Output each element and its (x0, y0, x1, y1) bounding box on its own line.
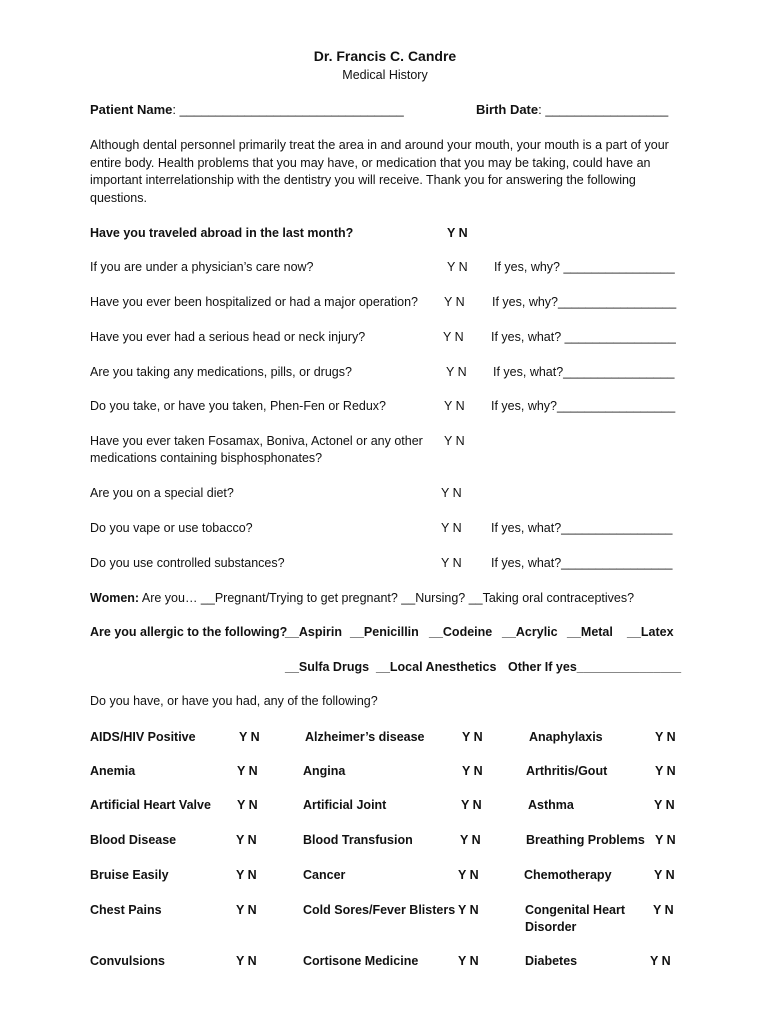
birth-date-line: : _________________ (538, 102, 669, 117)
question-0: Have you traveled abroad in the last month? (90, 226, 354, 240)
condition-yn[interactable]: Y N (655, 730, 676, 744)
patient-name-line: : _______________________________ (172, 102, 404, 117)
condition-label: Breathing Problems (526, 833, 645, 847)
condition-yn[interactable]: Y N (650, 954, 671, 968)
conditions-prompt: Do you have, or have you had, any of the following? (90, 694, 378, 708)
yn-5[interactable]: Y N (444, 399, 465, 413)
yn-6[interactable]: Y N (444, 434, 465, 448)
followup-3[interactable]: If yes, what? ________________ (491, 330, 676, 344)
condition-yn[interactable]: Y N (237, 798, 258, 812)
condition-label: Convulsions (90, 954, 166, 968)
followup-8[interactable]: If yes, what?________________ (491, 521, 673, 535)
condition-yn[interactable]: Y N (236, 954, 257, 968)
allergy-sulfa[interactable]: __Sulfa Drugs (285, 660, 370, 674)
yn-8[interactable]: Y N (441, 521, 462, 535)
condition-yn[interactable]: Y N (458, 903, 479, 917)
condition-label: Asthma (528, 798, 574, 812)
doctor-name: Dr. Francis C. Candre (313, 48, 457, 64)
birth-date-field[interactable] (476, 102, 668, 117)
question-7: Are you on a special diet? (90, 486, 234, 500)
allergy-other[interactable]: Other If yes_______________ (508, 660, 682, 674)
yn-9[interactable]: Y N (441, 556, 462, 570)
condition-yn[interactable]: Y N (655, 833, 676, 847)
question-1: If you are under a physician’s care now? (90, 260, 314, 274)
condition-yn[interactable]: Y N (654, 798, 675, 812)
condition-label: Artificial Heart Valve (90, 798, 211, 812)
women-options[interactable]: Are you… __Pregnant/Trying to get pregnant? __Nursing? __Taking oral contraceptives? (141, 591, 635, 605)
allergy-codeine[interactable]: __Codeine (429, 625, 493, 639)
patient-name-label: Patient Name (90, 102, 173, 117)
allergy-label: Are you allergic to the following? (90, 625, 288, 639)
allergy-metal[interactable]: __Metal (567, 625, 613, 639)
question-3: Have you ever had a serious head or neck injury? (90, 330, 366, 344)
condition-label: Chemotherapy (524, 868, 612, 882)
followup-5[interactable]: If yes, why?_________________ (491, 399, 676, 413)
condition-label: Diabetes (525, 954, 578, 968)
followup-9[interactable]: If yes, what?________________ (491, 556, 673, 570)
yn-4[interactable]: Y N (446, 365, 467, 379)
condition-label: Cortisone Medicine (303, 954, 419, 968)
condition-label: Blood Transfusion (303, 833, 413, 847)
yn-0[interactable]: Y N (447, 226, 468, 240)
followup-2[interactable]: If yes, why?_________________ (492, 295, 677, 309)
condition-yn[interactable]: Y N (236, 868, 257, 882)
question-6-line2: medications containing bisphosphonates? (90, 451, 323, 465)
condition-yn[interactable]: Y N (236, 903, 257, 917)
form-title: Medical History (342, 68, 428, 82)
question-4: Are you taking any medications, pills, or drugs? (90, 365, 352, 379)
condition-yn[interactable]: Y N (236, 833, 257, 847)
women-label: Women: (90, 591, 140, 605)
allergy-acrylic[interactable]: __Acrylic (502, 625, 558, 639)
condition-label: Alzheimer’s disease (305, 730, 425, 744)
condition-yn[interactable]: Y N (460, 833, 481, 847)
condition-label: Anemia (90, 764, 136, 778)
condition-label: Anaphylaxis (529, 730, 603, 744)
condition-yn[interactable]: Y N (461, 798, 482, 812)
question-9: Do you use controlled substances? (90, 556, 285, 570)
question-6: Have you ever taken Fosamax, Boniva, Actonel or any other (90, 434, 423, 448)
condition-label: Cold Sores/Fever Blisters (303, 903, 456, 917)
allergy-aspirin[interactable]: __Aspirin (285, 625, 342, 639)
followup-1[interactable]: If yes, why? ________________ (494, 260, 675, 274)
allergy-local-anesthetics[interactable]: __Local Anesthetics (376, 660, 497, 674)
condition-label: Chest Pains (90, 903, 162, 917)
yn-3[interactable]: Y N (443, 330, 464, 344)
women-question (90, 591, 634, 605)
condition-yn[interactable]: Y N (239, 730, 260, 744)
question-5: Do you take, or have you taken, Phen-Fen or Redux? (90, 399, 387, 413)
yn-2[interactable]: Y N (444, 295, 465, 309)
condition-yn[interactable]: Y N (462, 764, 483, 778)
condition-label: Blood Disease (90, 833, 177, 847)
question-2: Have you ever been hospitalized or had a major operation? (90, 295, 418, 309)
condition-label: Angina (303, 764, 346, 778)
allergy-penicillin[interactable]: __Penicillin (350, 625, 419, 639)
condition-label: AIDS/HIV Positive (90, 730, 196, 744)
condition-label: Congenital Heart (525, 903, 626, 917)
intro-paragraph: Although dental personnel primarily treat the area in and around your mouth, your mouth is a part of your entire body. Health problems that you may have, or medication that you may be taking, could have an important interrelationship with the dentistry you will receive. Thank you for answering the following questions. (90, 138, 669, 205)
condition-label: Cancer (303, 868, 346, 882)
condition-label: Arthritis/Gout (526, 764, 608, 778)
condition-label: Artificial Joint (303, 798, 387, 812)
condition-yn[interactable]: Y N (458, 954, 479, 968)
condition-yn[interactable]: Y N (655, 764, 676, 778)
condition-yn[interactable]: Y N (654, 868, 675, 882)
condition-yn[interactable]: Y N (458, 868, 479, 882)
followup-4[interactable]: If yes, what?________________ (493, 365, 675, 379)
yn-1[interactable]: Y N (447, 260, 468, 274)
condition-yn[interactable]: Y N (653, 903, 674, 917)
condition-yn[interactable]: Y N (462, 730, 483, 744)
yn-7[interactable]: Y N (441, 486, 462, 500)
condition-label: Bruise Easily (90, 868, 169, 882)
condition-label-line2: Disorder (525, 920, 577, 934)
question-8: Do you vape or use tobacco? (90, 521, 253, 535)
condition-yn[interactable]: Y N (237, 764, 258, 778)
patient-name-field[interactable] (90, 102, 404, 117)
birth-date-label: Birth Date (476, 102, 539, 117)
allergy-latex[interactable]: __Latex (627, 625, 674, 639)
